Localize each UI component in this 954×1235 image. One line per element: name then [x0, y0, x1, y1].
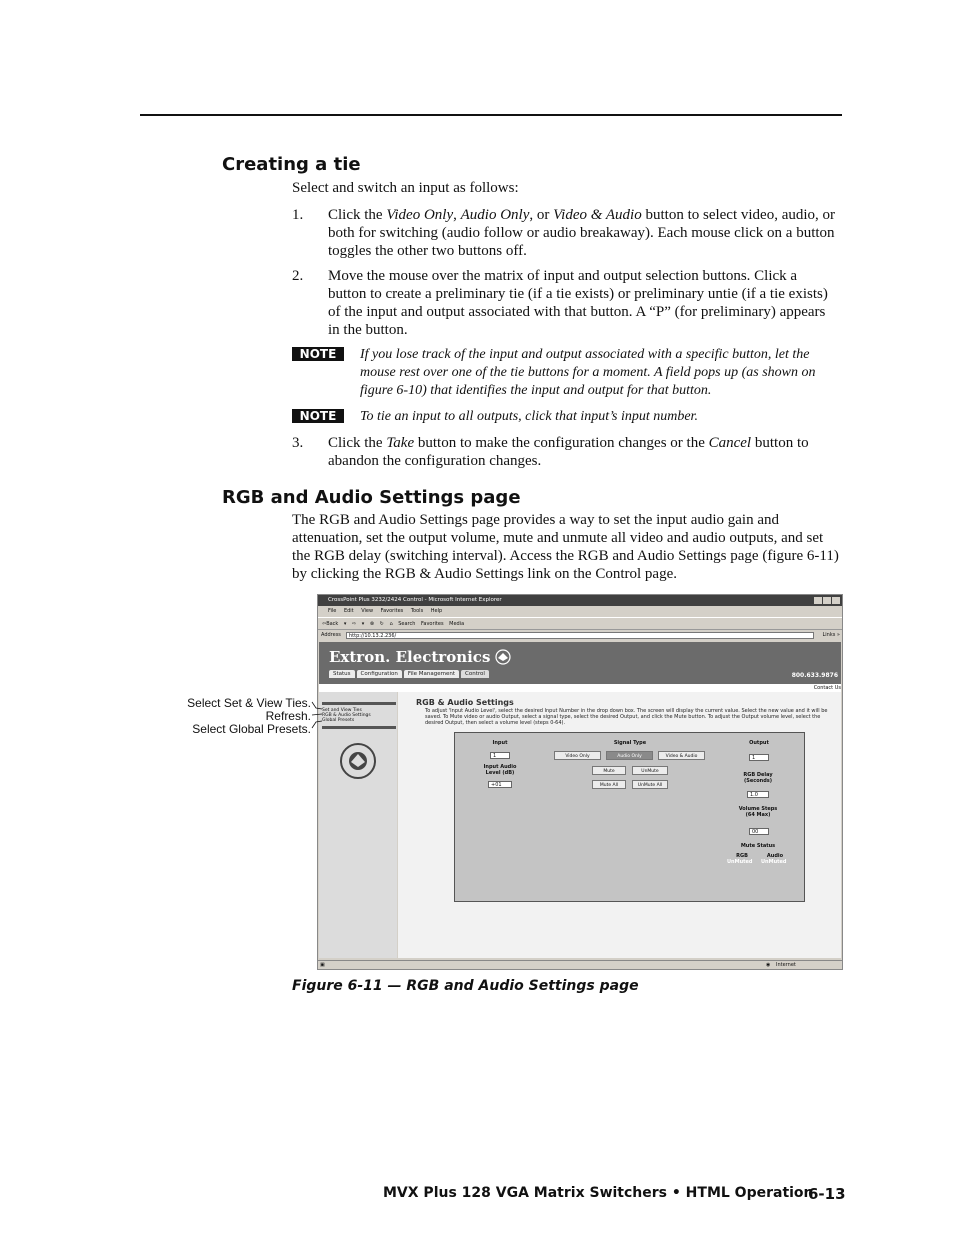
audio-only-button[interactable]: Audio Only: [606, 751, 653, 760]
note-text: To tie an input to all outputs, click that input’s input number.: [360, 409, 698, 424]
mute-button[interactable]: Mute: [592, 766, 626, 775]
settings-panel: [454, 732, 805, 902]
output-label: Output: [749, 740, 769, 746]
page-number: 6-13: [808, 1185, 846, 1203]
audio-label: Audio: [766, 853, 784, 859]
page-title: RGB & Audio Settings: [416, 698, 514, 707]
menu-bar[interactable]: File Edit View Favorites Tools Help: [328, 608, 443, 614]
signal-type-label: Signal Type: [613, 740, 647, 746]
tab-file-management[interactable]: File Management: [404, 670, 459, 678]
rgb-delay-select[interactable]: 1.0: [747, 791, 769, 798]
input-label: Input: [492, 740, 508, 746]
browser-screenshot: [317, 594, 843, 970]
tab-control[interactable]: Control: [461, 670, 489, 678]
close-icon: [832, 597, 840, 604]
sidebar-divider: [322, 726, 396, 729]
phone-number: 800.633.9876: [791, 672, 838, 679]
step-text: Click the Take button to make the configuration changes or the Cancel button to abandon the configuration changes.: [328, 435, 809, 469]
rgb-delay-label: RGB Delay (Seconds): [743, 772, 773, 784]
section-body: The RGB and Audio Settings page provides a way to set the input audio gain and attenuation, set the output volume, mute and unmute all video and audio outputs, and set the RGB delay (switching interval). Access the RGB and Audio Settings page (figure 6-11) by clicking the RGB & Audio Settings link on the Control page.: [292, 512, 839, 582]
callout-global-presets: Select Global Presets.: [192, 722, 311, 736]
window-titlebar: CrossPoint Plus 3232/2424 Control - Microsoft Internet Explorer: [318, 595, 842, 606]
input-select[interactable]: 1: [490, 752, 510, 759]
video-audio-button[interactable]: Video & Audio: [658, 751, 705, 760]
maximize-icon: [823, 597, 831, 604]
note-badge: NOTE: [292, 347, 344, 361]
callout-leader-lines: [311, 700, 323, 734]
minimize-icon: [814, 597, 822, 604]
mute-all-button[interactable]: Mute All: [592, 780, 626, 789]
sidebar-divider: [322, 702, 396, 705]
note-text: If you lose track of the input and output associated with a specific button, let the mouse rest over one of the tie buttons for a moment. A field pops up (as shown on figure 6-10) that identifies the input and output for that button.: [360, 347, 816, 398]
extron-banner: [319, 642, 841, 684]
tab-status[interactable]: Status: [329, 670, 355, 678]
status-bar: [318, 960, 842, 970]
section-heading-rgb-audio: RGB and Audio Settings page: [222, 487, 521, 508]
sidebar: [319, 692, 397, 958]
step-number: 3.: [292, 435, 304, 451]
callout-set-view-ties: Select Set & View Ties.: [187, 696, 311, 710]
step-number: 2.: [292, 268, 304, 284]
mute-status-label: Mute Status: [740, 843, 776, 849]
video-only-button[interactable]: Video Only: [554, 751, 601, 760]
volume-select[interactable]: 00: [749, 828, 769, 835]
main-content: [398, 692, 841, 958]
extron-seal-icon: [339, 742, 377, 780]
header-rule: [140, 114, 842, 116]
rgb-label: RGB: [736, 853, 748, 859]
step-text: Move the mouse over the matrix of input and output selection buttons. Click a button to create a preliminary tie (if a tie exists) or preliminary untie (if a tie exists) of the input and output associated with that button. A “P” (for preliminary) appears in the button.: [328, 268, 828, 338]
globe-icon: ◉: [766, 962, 771, 968]
address-input[interactable]: http://10.13.2.236/: [346, 632, 814, 639]
extron-logo: Extron. Electronics: [329, 648, 491, 666]
nav-tabs: [329, 670, 491, 678]
page-icon: ▣: [320, 962, 325, 968]
output-select[interactable]: 1: [749, 754, 769, 761]
rgb-status: UnMuted: [727, 859, 753, 865]
volume-steps-label: Volume Steps (64 Max): [738, 806, 778, 818]
status-zone: Internet: [776, 962, 796, 968]
sidebar-item-rgb-audio[interactable]: RGB & Audio Settings: [322, 713, 371, 718]
contact-us-link[interactable]: Contact Us: [319, 684, 841, 692]
sidebar-item-global-presets[interactable]: Global Presets: [322, 718, 355, 723]
unmute-button[interactable]: UnMute: [632, 766, 668, 775]
unmute-all-button[interactable]: UnMute All: [632, 780, 668, 789]
page-description: To adjust 'Input Audio Level', select the desired Input Number in the drop down box. The screen will display the current value. Select the new value and it will be saved. To Mute video or audio Output, select a signal type, select the desired Output, and click the Mute button. To adjust the Output volume level, select the desired Output, then select a volume level (steps 0-64).: [425, 708, 828, 726]
audio-status: UnMuted: [761, 859, 787, 865]
step-text: Click the Video Only, Audio Only, or Video & Audio button to select video, audio, or both for switching (audio follow or audio breakaway). Each mouse click on a button toggles the other two buttons off.: [328, 207, 836, 259]
section-heading-creating-a-tie: Creating a tie: [222, 154, 361, 175]
step-number: 1.: [292, 207, 304, 223]
input-audio-label: Input Audio Level (dB): [483, 764, 517, 776]
browser-toolbar[interactable]: ⇦Back ▾ ⇨ ▾ ⊗ ↻ ⌂ Search Favorites Media: [318, 617, 842, 630]
sidebar-item-set-view-ties[interactable]: Set and View Ties: [322, 708, 362, 713]
note-badge: NOTE: [292, 409, 344, 423]
input-audio-select[interactable]: +01: [488, 781, 512, 788]
callout-refresh: Refresh.: [265, 709, 311, 723]
intro-text: Select and switch an input as follows:: [292, 180, 519, 196]
tab-configuration[interactable]: Configuration: [357, 670, 402, 678]
page-footer: MVX Plus 128 VGA Matrix Switchers • HTML Operation: [383, 1185, 814, 1201]
address-bar: Address http://10.13.2.236/ Links »: [321, 632, 840, 639]
figure-caption: Figure 6-11 — RGB and Audio Settings page: [292, 978, 639, 994]
extron-globe-icon: [495, 649, 511, 665]
links-button[interactable]: Links »: [822, 632, 840, 638]
